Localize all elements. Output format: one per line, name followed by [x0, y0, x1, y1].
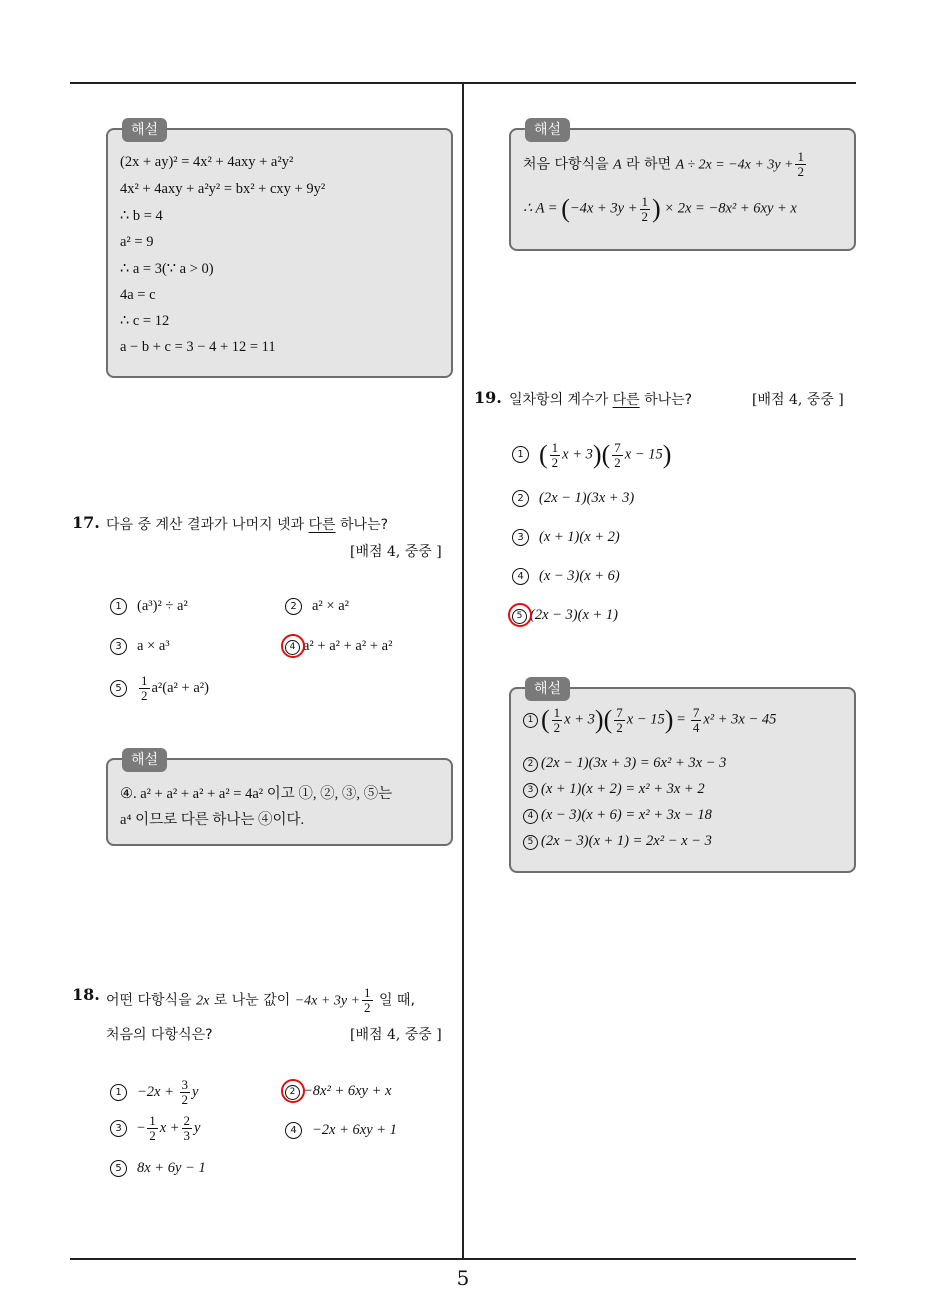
paren-close-icon: ) — [662, 440, 672, 469]
fraction: $\frac{1}{2}$ — [551, 439, 559, 470]
solution-box-16 — [106, 122, 453, 378]
question-text-part: 다음 중 계산 결과가 나머지 넷과 다른 하나는? — [106, 517, 389, 533]
bottom-rule — [70, 1258, 856, 1260]
paren-open-icon: ( — [539, 440, 548, 469]
answer-option-3[interactable] — [110, 638, 170, 655]
question-text-part: 어떤 다항식을 — [106, 992, 192, 1009]
fraction: $\frac{2}{3}$ — [183, 1113, 191, 1143]
answer-option-1[interactable] — [110, 1078, 198, 1107]
solution-line — [523, 781, 705, 798]
option-text: a² × a² — [312, 598, 349, 614]
solution-line: (2x + ay)² = 4x² + 4axy + a²y² — [120, 154, 294, 170]
paren-open-icon: ( — [561, 194, 570, 223]
fraction: $\frac{3}{2}$ — [181, 1077, 189, 1107]
score-label: [배점 4, 중중 ] — [752, 392, 844, 408]
math-term: (2x − 3)(x + 1) = 2x² − x − 3 — [541, 833, 712, 849]
solution-line — [523, 807, 712, 824]
circled-number-icon: 2 — [523, 757, 538, 772]
circled-number-icon: 2 — [512, 490, 529, 507]
selected-answer-mark-icon — [281, 1079, 305, 1103]
paren-close-icon: ) — [594, 705, 604, 734]
solution-box-17 — [106, 752, 453, 846]
question-text — [106, 514, 388, 534]
solution-label: 해설 — [122, 118, 167, 142]
solution-label: 해설 — [525, 677, 570, 701]
answer-option-3[interactable] — [512, 529, 620, 546]
answer-option-4[interactable] — [512, 568, 620, 585]
answer-option-1[interactable] — [110, 598, 188, 615]
math-term: (x − 3)(x + 6) = x² + 3x − 18 — [541, 807, 712, 823]
math-term: x − 15 — [626, 711, 665, 728]
page-number: 5 — [456, 1266, 470, 1290]
option-text: (2x − 3)(x + 1) — [530, 607, 619, 623]
solution-line: 4a = c — [120, 287, 156, 303]
circled-number-icon: 4 — [285, 1122, 302, 1139]
circled-number-icon: 2 — [285, 598, 302, 615]
math-term: (x + 1)(x + 2) = x² + 3x + 2 — [541, 781, 705, 797]
solution-line — [523, 150, 808, 179]
option-text: 8x + 6y − 1 — [137, 1160, 206, 1176]
solution-box-18 — [509, 122, 856, 251]
emphasized-word: 다른 — [612, 392, 640, 408]
option-text: x + — [159, 1119, 180, 1136]
question-number: 18. — [72, 985, 100, 1004]
math-term: 2x — [196, 993, 210, 1009]
circled-number-icon: 2 — [285, 1085, 300, 1100]
math-term: × 2x = −8x² + 6xy + x — [664, 200, 797, 217]
solution-line: a − b + c = 3 − 4 + 12 = 11 — [120, 339, 276, 355]
option-text: a² + a² + a² + a² — [303, 638, 393, 654]
solution-label: 해설 — [122, 748, 167, 772]
circled-number-icon: 1 — [523, 713, 538, 728]
question-text-part: 일 때, — [378, 992, 415, 1009]
circled-number-icon: 1 — [110, 1084, 127, 1101]
column-divider — [462, 83, 464, 1259]
option-text: (x + 1)(x + 2) — [539, 529, 620, 545]
circled-number-icon: 3 — [523, 783, 538, 798]
math-term: A ÷ 2x = −4x + 3y + — [675, 157, 794, 173]
math-term: x² + 3x − 45 — [703, 711, 777, 728]
question-text-line2: 처음의 다항식은? — [106, 1027, 213, 1043]
circled-number-icon: 5 — [110, 1160, 127, 1177]
emphasized-word: 다른 — [308, 517, 336, 533]
answer-option-5[interactable] — [110, 1160, 206, 1177]
solution-line — [523, 755, 726, 772]
answer-option-4[interactable] — [285, 1122, 397, 1139]
solution-line — [523, 194, 797, 224]
solution-line — [523, 833, 712, 850]
answer-option-3[interactable] — [110, 1114, 200, 1143]
fraction: $\frac{1}{2}$ — [141, 673, 148, 703]
question-text-part: 로 나눈 값이 — [213, 992, 291, 1009]
fraction: $\frac{1}{2}$ — [641, 193, 648, 224]
circled-number-icon: 4 — [523, 809, 538, 824]
option-text: − — [137, 1119, 146, 1136]
option-text: y — [194, 1119, 201, 1136]
circled-number-icon: 1 — [110, 598, 127, 615]
math-term: x + 3 — [564, 711, 595, 728]
question-text — [106, 986, 415, 1015]
solution-box-19 — [509, 681, 856, 873]
math-term: −4x + 3y + — [569, 200, 638, 217]
selected-answer-mark-icon — [281, 634, 305, 658]
option-text: −2x + — [137, 1083, 178, 1100]
math-term: A — [613, 157, 622, 173]
option-text: y — [192, 1083, 199, 1100]
circled-number-icon: 3 — [110, 638, 127, 655]
solution-line: ∴ a = 3(∵ a > 0) — [120, 261, 214, 277]
fraction: $\frac{1}{2}$ — [364, 985, 371, 1015]
circled-number-icon: 3 — [512, 529, 529, 546]
option-text: (2x − 1)(3x + 3) — [539, 490, 635, 506]
question-number: 17. — [72, 513, 100, 532]
solution-line: a² = 9 — [120, 234, 154, 250]
answer-option-2[interactable] — [512, 490, 634, 507]
fraction: $\frac{1}{2}$ — [797, 149, 804, 179]
paren-close-icon: ) — [664, 705, 674, 734]
option-text: −8x² + 6xy + x — [303, 1083, 392, 1099]
answer-option-5[interactable] — [110, 674, 209, 703]
circled-number-icon: 1 — [512, 446, 529, 463]
paren-open-icon: ( — [603, 705, 613, 734]
score-label: [배점 4, 중중 ] — [350, 544, 442, 560]
paren-open-icon: ( — [601, 440, 611, 469]
solution-text: 처음 다항식을 — [523, 156, 609, 173]
question-text-part: 일차항의 계수가 다른 하나는? — [509, 392, 693, 408]
paren-open-icon: ( — [541, 705, 550, 734]
option-text: x − 15 — [624, 446, 663, 463]
solution-line: ④. a² + a² + a² + a² = 4a² 이고 ①, ②, ③, ⑤는 — [120, 786, 393, 802]
solution-line: 1 ( $\frac{1}{2}$ x + 3)( $\frac{7}{2}$ x − 15) = $\frac{7}{4}$ x² + 3x − 45 — [523, 705, 776, 735]
circled-number-icon: 4 — [512, 568, 529, 585]
question-text — [509, 389, 692, 409]
option-text: (x − 3)(x + 6) — [539, 568, 620, 584]
circled-number-icon: 5 — [512, 609, 527, 624]
circled-number-icon: 5 — [523, 835, 538, 850]
answer-option-1[interactable] — [512, 440, 671, 470]
answer-option-2[interactable] — [285, 598, 349, 615]
score-label: [배점 4, 중중 ] — [350, 1027, 442, 1043]
option-text: a × a³ — [137, 638, 170, 654]
fraction: $\frac{7}{2}$ — [616, 704, 623, 735]
solution-label: 해설 — [525, 118, 570, 142]
selected-answer-mark-icon — [508, 603, 532, 627]
circled-number-icon: 3 — [110, 1120, 127, 1137]
option-text: x + 3 — [562, 446, 593, 463]
option-text: (a³)² ÷ a² — [137, 598, 188, 614]
question-number: 19. — [474, 388, 502, 407]
fraction: $\frac{1}{2}$ — [553, 704, 561, 735]
solution-line: ∴ b = 4 — [120, 208, 163, 224]
circled-number-icon: 5 — [110, 680, 127, 697]
math-term: ∴ A = — [523, 200, 558, 217]
paren-close-icon: ) — [652, 194, 661, 223]
solution-line: 4x² + 4axy + a²y² = bx² + cxy + 9y² — [120, 181, 326, 197]
option-text: a²(a² + a²) — [151, 679, 209, 696]
solution-line: a⁴ 이므로 다른 하나는 ④이다. — [120, 812, 305, 828]
solution-text: 라 하면 — [626, 156, 672, 173]
paren-close-icon: ) — [592, 440, 602, 469]
fraction: $\frac{7}{4}$ — [692, 704, 700, 735]
solution-line: ∴ c = 12 — [120, 313, 170, 329]
fraction: $\frac{1}{2}$ — [149, 1113, 156, 1143]
math-term: −4x + 3y + — [294, 993, 360, 1009]
option-text: −2x + 6xy + 1 — [312, 1122, 397, 1138]
fraction: $\frac{7}{2}$ — [614, 439, 621, 470]
math-term: (2x − 1)(3x + 3) = 6x² + 3x − 3 — [541, 755, 727, 771]
circled-number-icon: 4 — [285, 640, 300, 655]
